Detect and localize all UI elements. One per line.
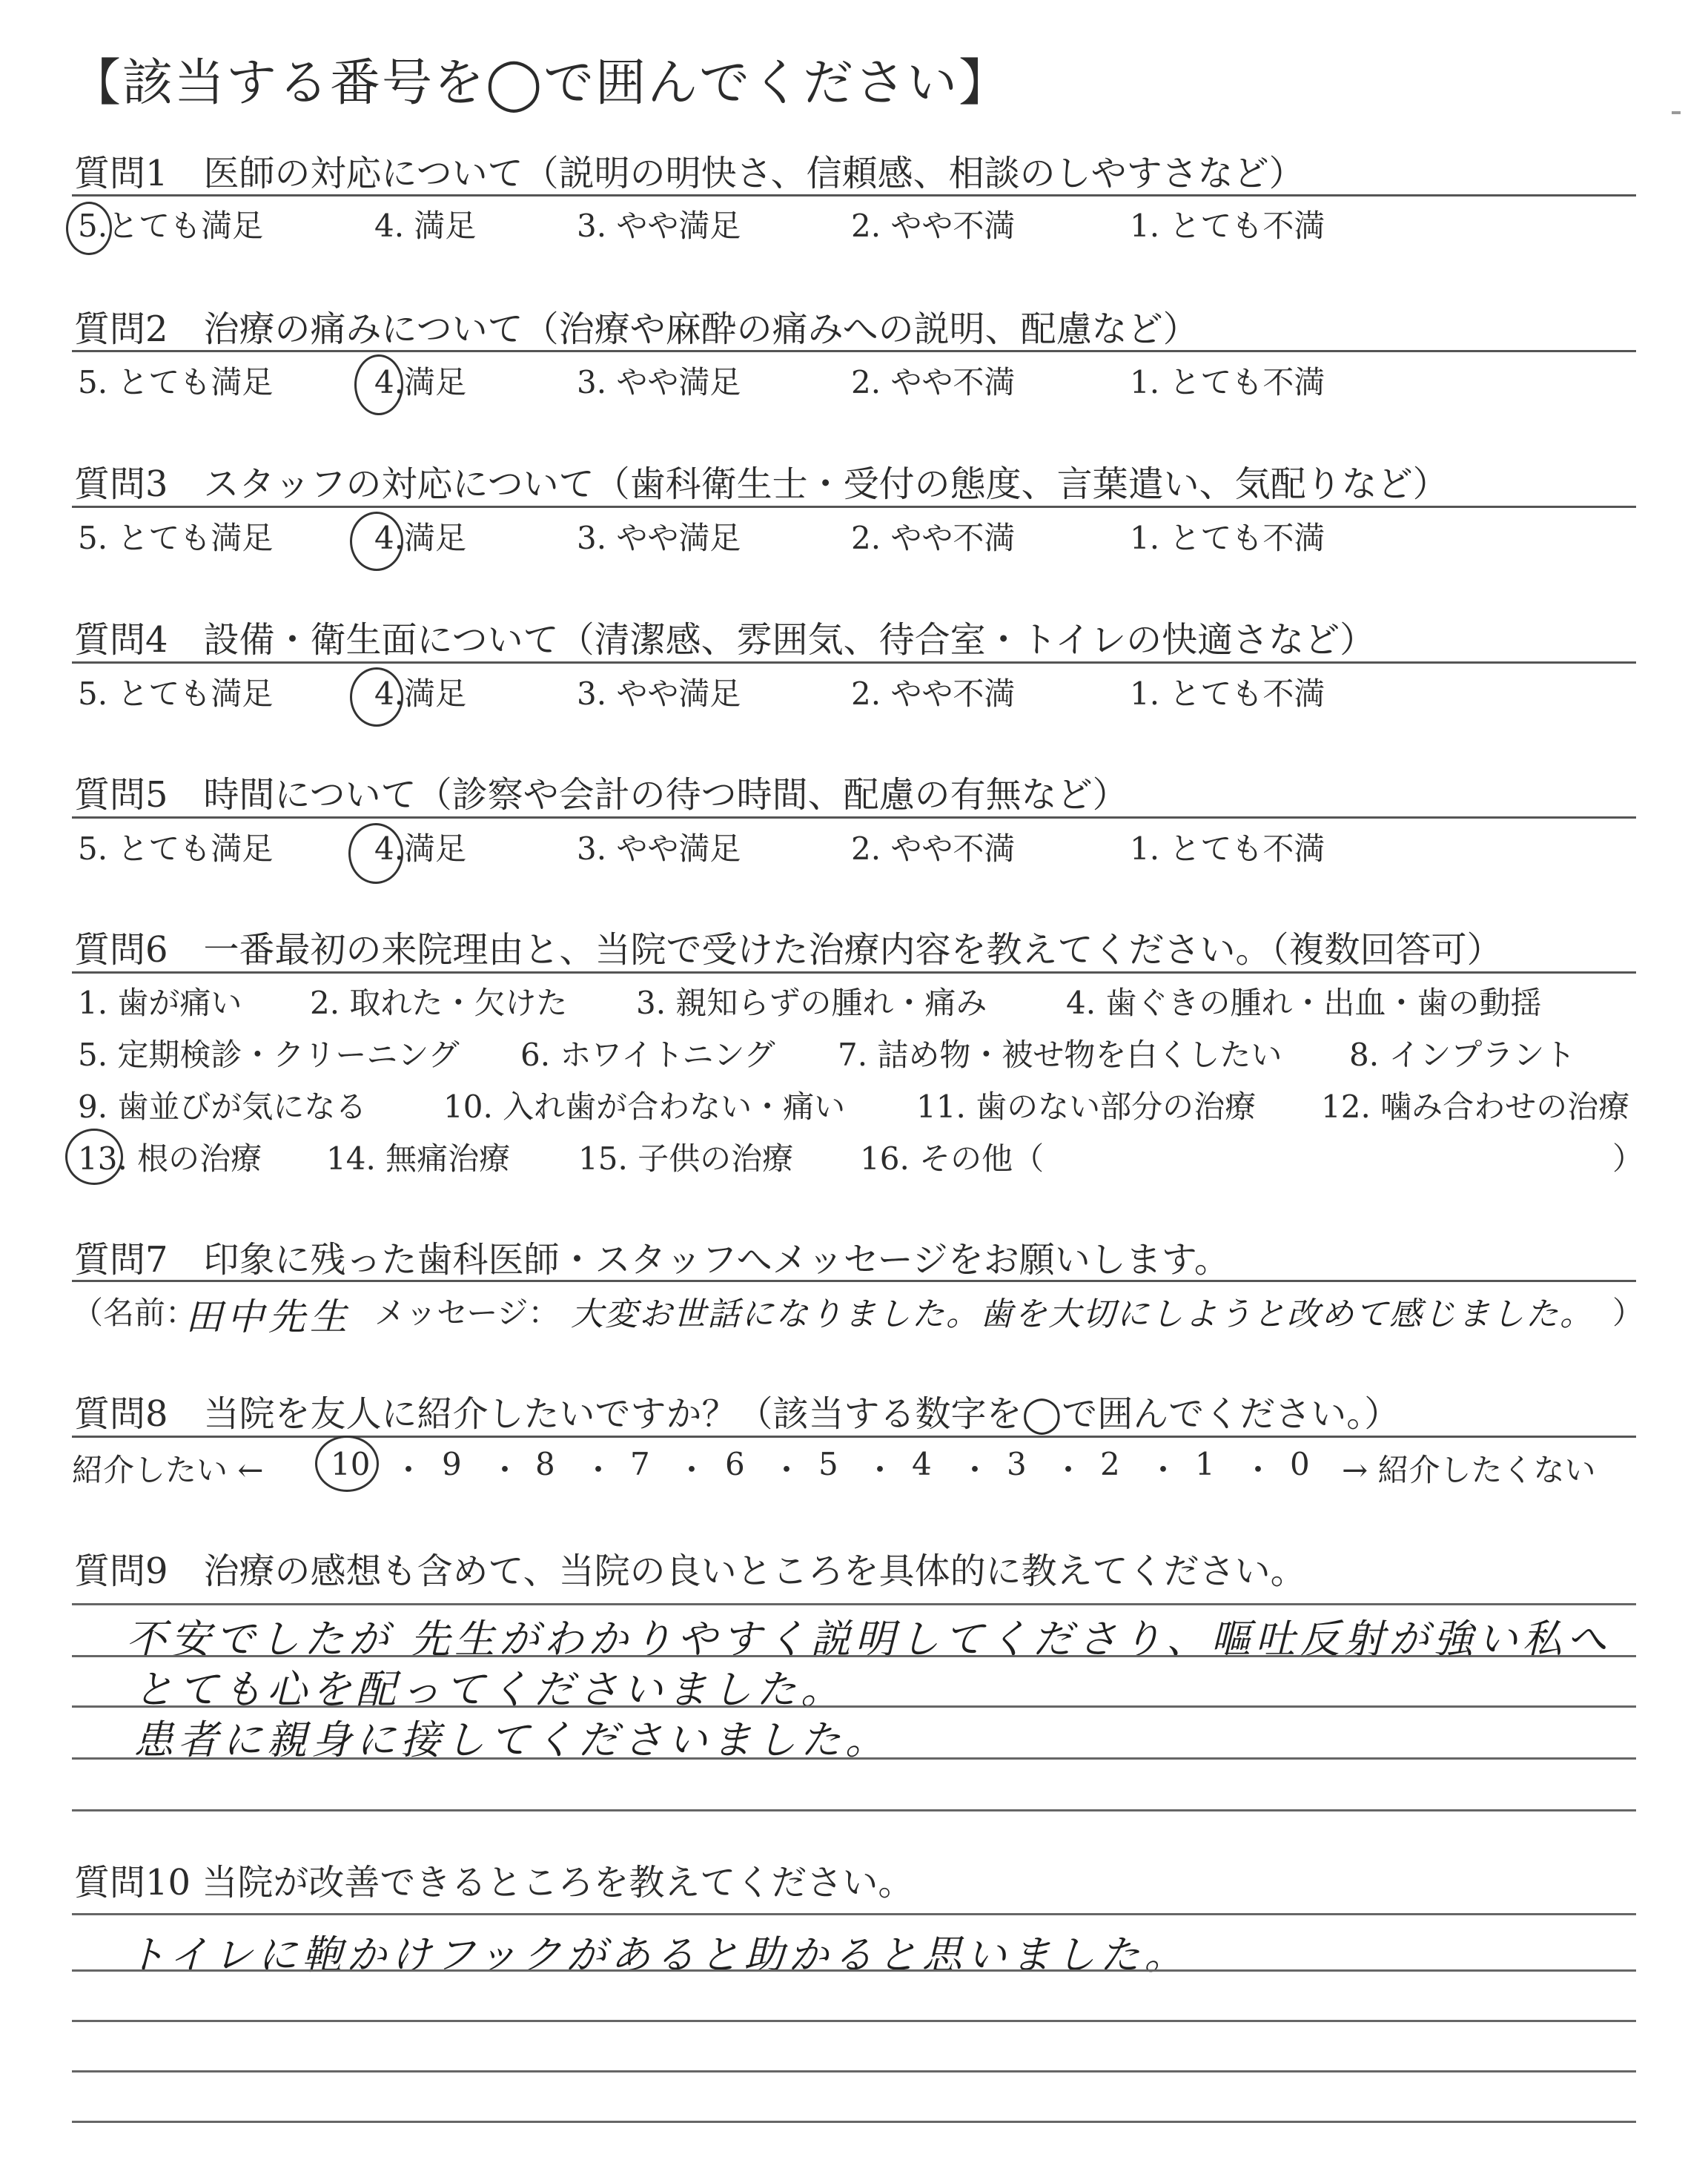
q3-selection-circle [350,512,403,571]
q4-option-5[interactable]: 5. とても満足 [78,676,274,712]
q2-option-3[interactable]: 3. やや満足 [577,364,741,400]
scan-edge-mark [1672,111,1681,114]
question-3-title: 質問3 スタッフの対応について（歯科衛生士・受付の態度、言葉遣い、気配りなど） [74,463,1449,505]
q8-scale-dot: ・ [583,1452,615,1488]
q1-option-5-text: とても満足 [107,208,264,244]
q8-scale-dot: ・ [771,1452,803,1488]
q8-scale-9[interactable]: 9 [442,1446,462,1482]
q10-answer-rule [72,2020,1636,2022]
q6-option-15[interactable]: 15. 子供の治療 [578,1140,794,1177]
question-8-title: 質問8 当院を友人に紹介したいですか？（該当する数字を◯で囲んでください。） [74,1393,1400,1435]
q8-scale-dot: ・ [489,1452,521,1488]
q8-scale-3[interactable]: 3 [1007,1446,1027,1482]
question-6-rule [72,971,1636,974]
q9-answer-rule [72,1603,1636,1605]
q8-scale-4[interactable]: 4 [912,1446,932,1482]
q8-scale-dot: ・ [1053,1452,1085,1488]
q6-option-10[interactable]: 10. 入れ歯が合わない・痛い [443,1089,846,1125]
q2-option-4-text: 満足 [404,364,467,400]
question-5-rule [72,816,1636,819]
q2-option-5[interactable]: 5. とても満足 [78,364,274,400]
q1-option-4[interactable]: 4. 満足 [374,208,477,244]
q5-option-4-num: 4. [374,830,405,867]
question-2-title: 質問2 治療の痛みについて（治療や麻酔の痛みへの説明、配慮など） [74,308,1199,350]
q6-option-9[interactable]: 9. 歯並びが気になる [78,1089,367,1125]
q6-option-7[interactable]: 7. 詰め物・被せ物を白くしたい [838,1037,1282,1073]
q9-answer-line-3[interactable]: 患者に親身に接してくださいました。 [133,1717,890,1763]
q5-option-4-text: 満足 [404,830,467,867]
q1-option-2[interactable]: 2. やや不満 [851,208,1016,244]
q8-scale-5[interactable]: 5 [818,1446,838,1482]
q8-scale-1[interactable]: 1 [1195,1446,1215,1482]
q6-option-12[interactable]: 12. 噛み合わせの治療 [1321,1089,1630,1125]
q3-option-4-num: 4. [374,520,405,556]
question-1-rule [72,194,1636,196]
q8-scale-dot: ・ [393,1452,425,1488]
q8-scale-2[interactable]: 2 [1100,1446,1120,1482]
q6-option-1[interactable]: 1. 歯が痛い [78,985,242,1021]
q6-option-3[interactable]: 3. 親知らずの腫れ・痛み [636,985,987,1021]
q6-option-16[interactable]: 16. その他（ [860,1140,1045,1177]
question-3-rule [72,506,1636,508]
q8-scale-8[interactable]: 8 [535,1446,555,1482]
q3-option-4-text: 満足 [404,520,467,556]
q6-option-4[interactable]: 4. 歯ぐきの腫れ・出血・歯の動揺 [1066,985,1542,1021]
q4-option-1[interactable]: 1. とても不満 [1130,676,1325,712]
q8-scale-7[interactable]: 7 [630,1446,650,1482]
q2-option-4-num: 4. [374,364,405,400]
q7-close-paren: ） [1612,1295,1644,1331]
q9-answer-rule [72,1809,1636,1811]
q8-scale-dot: ・ [1148,1452,1179,1488]
q8-scale-dot: ・ [959,1452,991,1488]
question-7-title: 質問7 印象に残った歯科医師・スタッフへメッセージをお願いします。 [74,1239,1230,1281]
q3-option-5[interactable]: 5. とても満足 [78,520,274,556]
q1-option-3[interactable]: 3. やや満足 [577,208,741,244]
q10-answer-rule [72,2121,1636,2123]
q9-answer-line-2[interactable]: とても心を配ってくださいました。 [133,1666,845,1713]
q6-option-6[interactable]: 6. ホワイトニング [520,1037,775,1073]
q4-option-3[interactable]: 3. やや満足 [577,676,741,712]
q7-message-handwritten[interactable]: 大変お世話になりました。歯を大切にしようと改めて感じました。 [571,1295,1594,1333]
q8-right-label: → 紹介したくない [1342,1452,1596,1488]
q9-answer-rule [72,1705,1636,1708]
q6-option-14[interactable]: 14. 無痛治療 [326,1140,511,1177]
q6-option-8[interactable]: 8. インプラント [1349,1037,1576,1073]
q6-option-5[interactable]: 5. 定期検診・クリーニング [78,1037,460,1073]
q7-message-label: メッセージ： [374,1295,560,1331]
question-6-title: 質問6 一番最初の来院理由と、当院で受けた治療内容を教えてください。（複数回答可） [74,929,1503,971]
q3-option-1[interactable]: 1. とても不満 [1130,520,1325,556]
q8-selection-circle [315,1436,379,1492]
q5-option-1[interactable]: 1. とても不満 [1130,830,1325,867]
q1-option-5-num: 5. [78,208,108,244]
q2-option-1[interactable]: 1. とても不満 [1130,364,1325,400]
q6-other-close-paren: ） [1612,1140,1644,1177]
q5-option-3[interactable]: 3. やや満足 [577,830,741,867]
q10-answer-rule [72,1913,1636,1915]
q8-left-label: 紹介したい ← [72,1452,264,1488]
q6-selection-circle [65,1129,123,1185]
q8-scale-dot: ・ [1242,1452,1274,1488]
q8-scale-0[interactable]: 0 [1290,1446,1310,1482]
question-10-title: 質問10 当院が改善できるところを教えてください。 [74,1862,914,1903]
q8-scale-10[interactable]: 10 [331,1446,371,1482]
q8-scale-6[interactable]: 6 [725,1446,745,1482]
q4-option-4-num: 4. [374,676,405,712]
q2-option-2[interactable]: 2. やや不満 [851,364,1016,400]
q6-option-13[interactable]: 13. 根の治療 [78,1140,262,1177]
q5-option-5[interactable]: 5. とても満足 [78,830,274,867]
question-7-rule [72,1280,1636,1282]
question-9-title: 質問9 治療の感想も含めて、当院の良いところを具体的に教えてください。 [74,1550,1306,1592]
q1-option-1[interactable]: 1. とても不満 [1130,208,1325,244]
q1-selection-circle [66,202,112,255]
q10-answer-line-1[interactable]: トイレに鞄かけフックがあると助かると思いました。 [126,1932,1189,1978]
q2-selection-circle [354,354,403,415]
question-1-title: 質問1 医師の対応について（説明の明快さ、信頼感、相談のしやすさなど） [74,153,1305,194]
q7-name-handwritten[interactable]: 田中先生 [185,1295,351,1338]
q3-option-3[interactable]: 3. やや満足 [577,520,741,556]
q4-selection-circle [350,667,403,727]
q6-option-11[interactable]: 11. 歯のない部分の治療 [916,1089,1257,1125]
q10-answer-rule [72,1969,1636,1972]
q5-option-2[interactable]: 2. やや不満 [851,830,1016,867]
q5-selection-circle [348,823,403,884]
question-5-title: 質問5 時間について（診察や会計の待つ時間、配慮の有無など） [74,774,1128,816]
q3-option-2[interactable]: 2. やや不満 [851,520,1016,556]
q9-answer-rule [72,1655,1636,1657]
q9-answer-line-1[interactable]: 不安でしたが 先生がわかりやすく説明してくださり、嘔吐反射が強い私へ [126,1616,1612,1662]
q4-option-2[interactable]: 2. やや不満 [851,676,1016,712]
q10-answer-rule [72,2070,1636,2073]
question-2-rule [72,350,1636,352]
question-8-rule [72,1436,1636,1438]
q4-option-4-text: 満足 [404,676,467,712]
q8-scale-dot: ・ [864,1452,896,1488]
q6-option-2[interactable]: 2. 取れた・欠けた [310,985,568,1021]
q9-answer-rule [72,1757,1636,1760]
q8-scale-dot: ・ [676,1452,708,1488]
question-4-title: 質問4 設備・衛生面について（清潔感、雰囲気、待合室・トイレの快適さなど） [74,619,1376,661]
form-title: 【該当する番号を◯で囲んでください】 [70,54,1011,113]
question-4-rule [72,661,1636,664]
q7-name-label: （名前： [72,1295,197,1331]
